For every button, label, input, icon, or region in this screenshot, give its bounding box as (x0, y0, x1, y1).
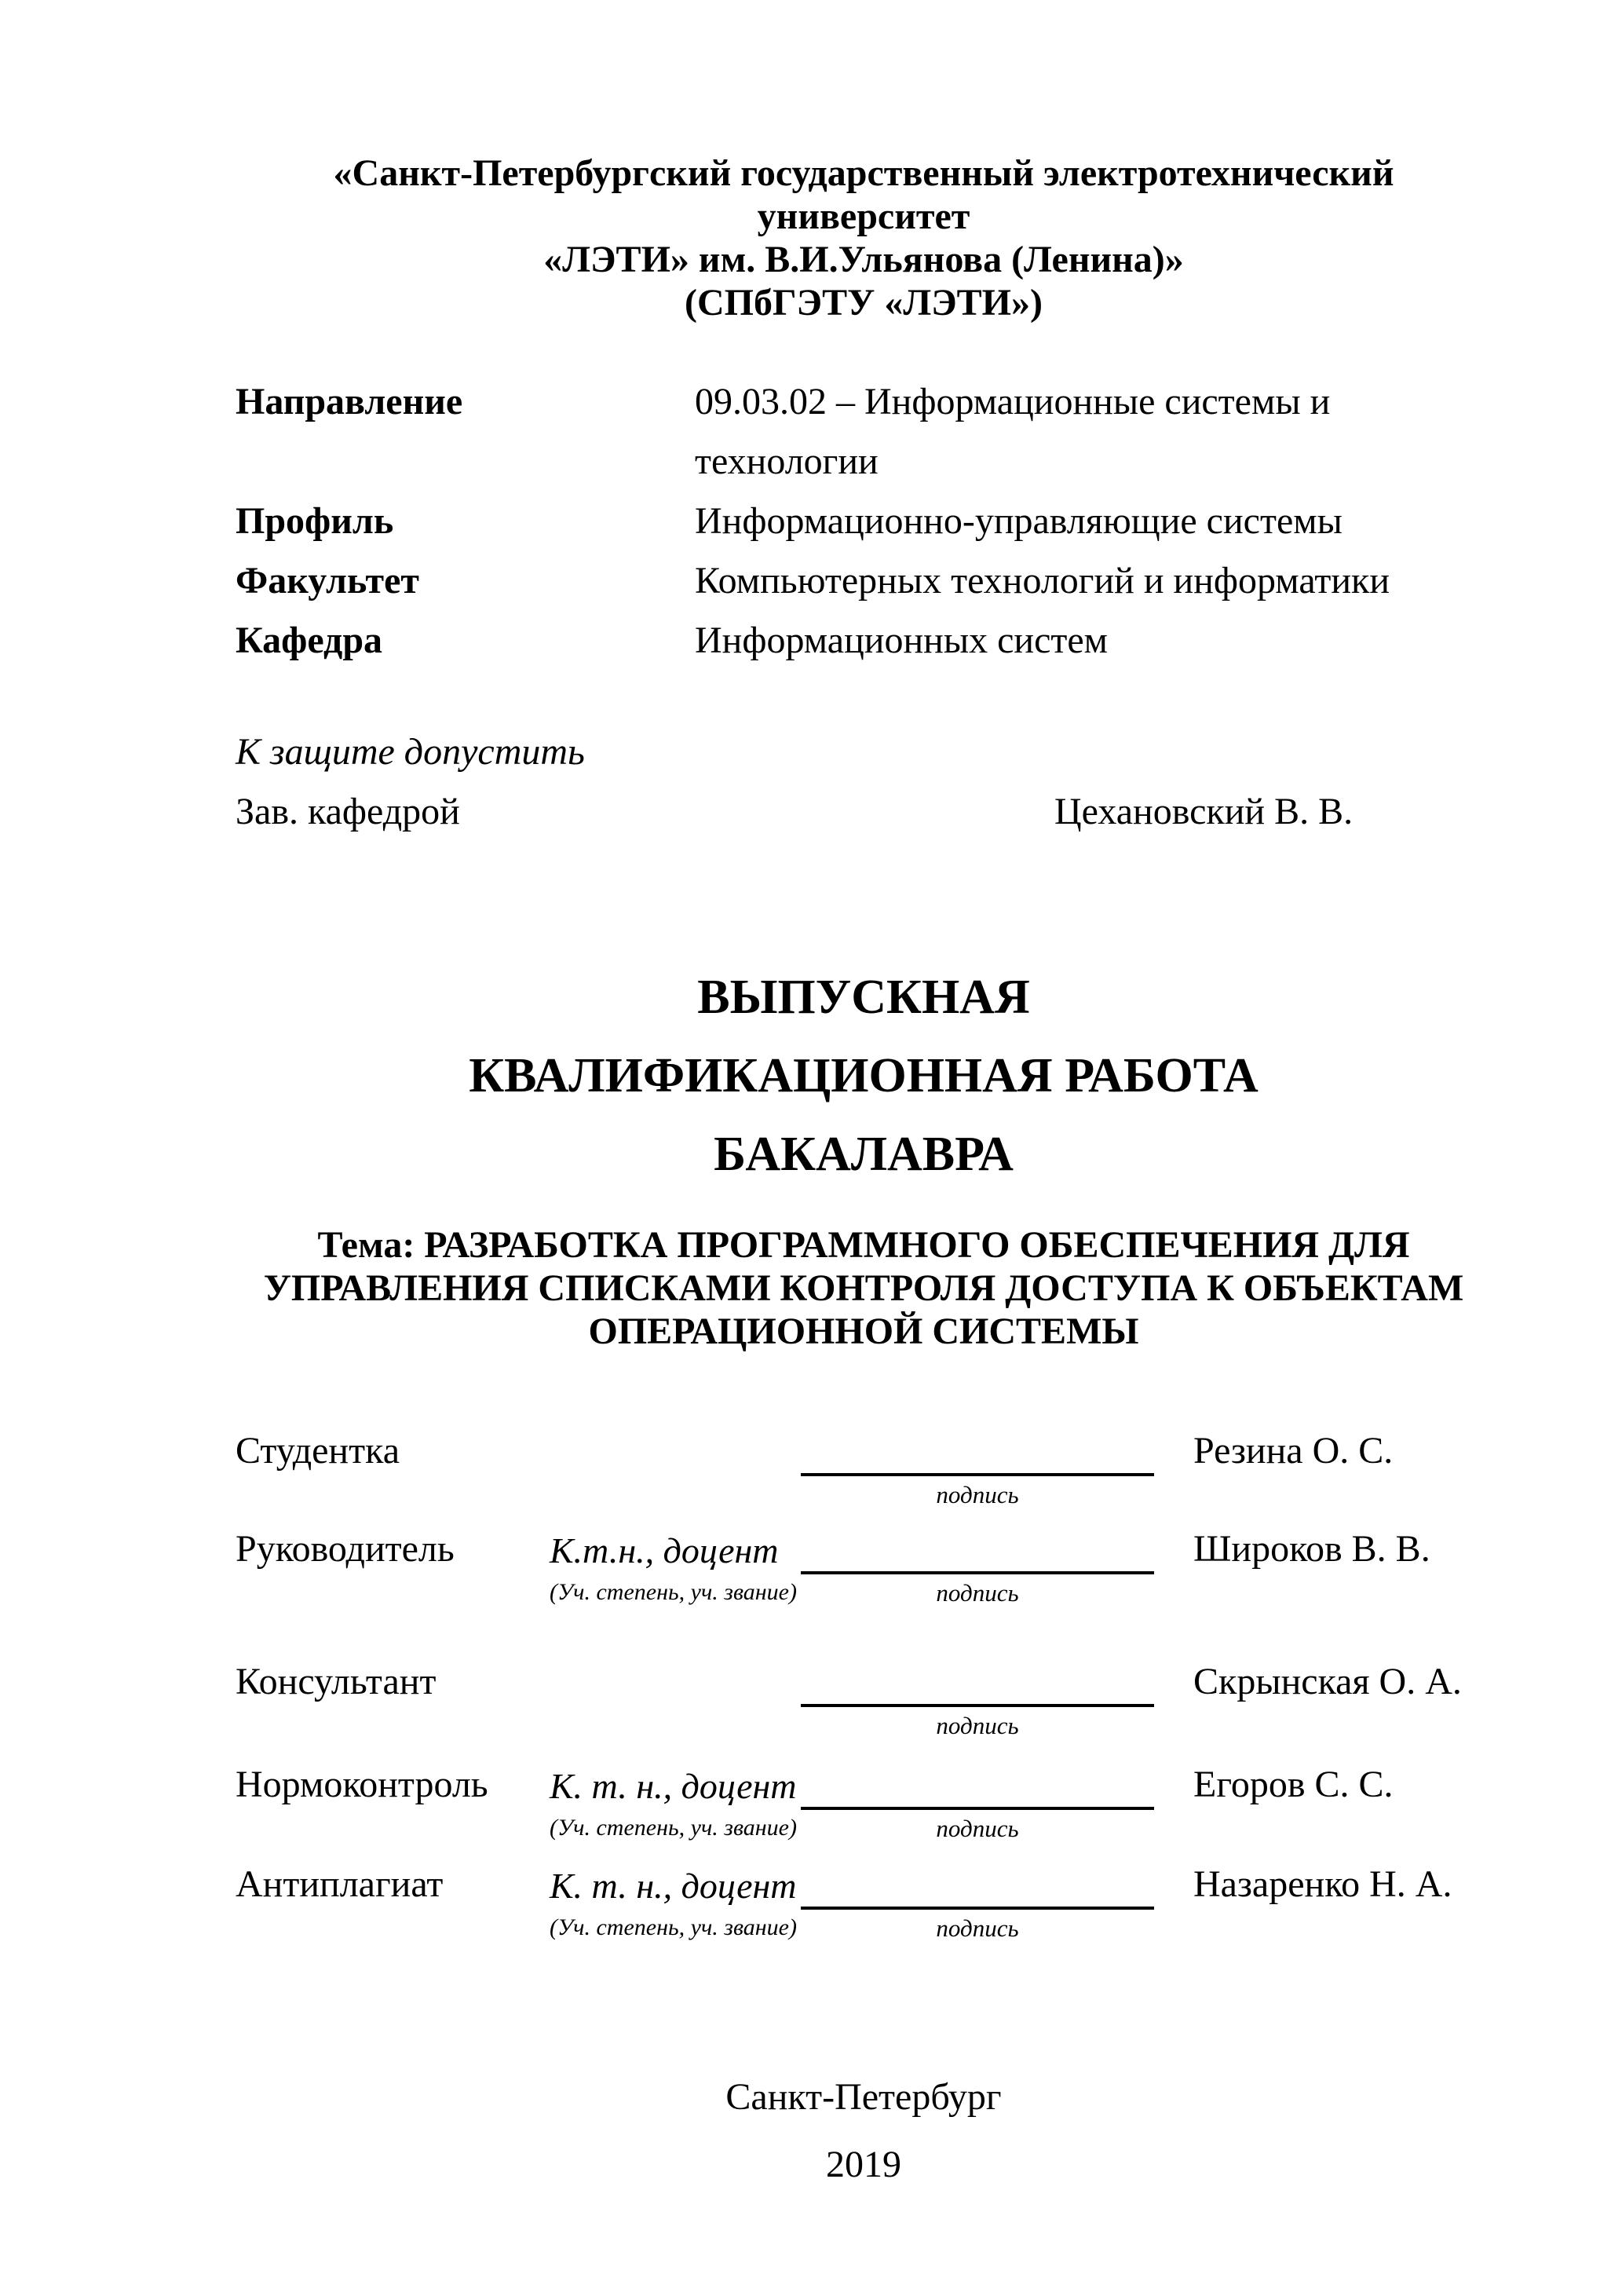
department-head-name: Цехановский В. В. (1054, 791, 1353, 832)
thesis-theme-line-2: УПРАВЛЕНИЯ СПИСКАМИ КОНТРОЛЯ ДОСТУПА К ОБЪЕКТАМ (263, 1267, 1464, 1309)
field-value-profile: Информационно-управляющие системы (695, 500, 1343, 542)
degree-label: К. т. н., доцент (550, 1866, 797, 1906)
degree-label: К. т. н., доцент (550, 1766, 797, 1806)
role-label: Консультант (236, 1661, 437, 1702)
person-name: Резина О. С. (1193, 1430, 1394, 1472)
university-name (236, 152, 1492, 324)
signature-line (801, 1907, 1154, 1910)
role-label: Антиплагиат (236, 1863, 444, 1905)
field-profile (236, 492, 1448, 551)
footer (236, 2064, 1492, 2199)
field-faculty (236, 551, 1448, 611)
university-name-line-3: (СПбГЭТУ «ЛЭТИ») (685, 282, 1043, 324)
defense-permit-note: К защите допустить (236, 731, 585, 773)
role-label: Руководитель (236, 1528, 455, 1570)
signature-row-student (236, 1431, 1492, 1526)
university-name-line-1: «Санкт-Петербургский государственный электротехнический университет (333, 152, 1394, 237)
thesis-theme (236, 1223, 1492, 1353)
person-name: Егоров С. С. (1193, 1764, 1394, 1805)
signature-line (801, 1473, 1154, 1476)
field-value-department: Информационных систем (695, 620, 1109, 661)
signature-row-norm-control (236, 1765, 1492, 1859)
degree-caption: (Уч. степень, уч. звание) (550, 1815, 797, 1841)
work-title (236, 958, 1492, 1194)
person-name: Широков В. В. (1193, 1528, 1430, 1570)
footer-year: 2019 (826, 2144, 901, 2185)
field-direction (236, 372, 1448, 492)
field-label-faculty: Факультет (236, 560, 419, 601)
field-label-profile: Профиль (236, 500, 394, 542)
signature-line (801, 1571, 1154, 1574)
field-value-direction: 09.03.02 – Информационные системы и технологии (695, 381, 1331, 482)
footer-city: Санкт-Петербург (725, 2076, 1002, 2118)
signature-row-supervisor (236, 1530, 1492, 1624)
thesis-theme-line-3: ОПЕРАЦИОННОЙ СИСТЕМЫ (588, 1311, 1139, 1352)
thesis-theme-line-1: Тема: РАЗРАБОТКА ПРОГРАММНОГО ОБЕСПЕЧЕНИЯ ДЛЯ (317, 1224, 1410, 1266)
signature-caption: подпись (936, 1815, 1019, 1842)
signature-row-antiplagiarism (236, 1865, 1492, 1959)
role-label: Студентка (236, 1430, 400, 1472)
field-department (236, 611, 1448, 671)
signature-caption: подпись (936, 1481, 1019, 1508)
signature-caption: подпись (936, 1712, 1019, 1739)
role-label: Нормоконтроль (236, 1764, 488, 1805)
signature-caption: подпись (936, 1914, 1019, 1942)
degree-caption: (Уч. степень, уч. звание) (550, 1914, 797, 1940)
field-label-department: Кафедра (236, 620, 383, 661)
university-name-line-2: «ЛЭТИ» им. В.И.Ульянова (Ленина)» (543, 239, 1184, 280)
signature-line (801, 1807, 1154, 1810)
work-title-line-2: КВАЛИФИКАЦИОННАЯ РАБОТА (469, 1049, 1259, 1102)
degree-label: К.т.н., доцент (550, 1530, 779, 1570)
field-value-faculty: Компьютерных технологий и информатики (695, 560, 1390, 601)
field-label-direction: Направление (236, 381, 463, 422)
work-title-line-3: БАКАЛАВРА (714, 1128, 1014, 1181)
person-name: Назаренко Н. А. (1193, 1863, 1452, 1905)
person-name: Скрынская О. А. (1193, 1661, 1462, 1702)
signature-line (801, 1704, 1154, 1707)
department-head-label: Зав. кафедрой (236, 791, 460, 832)
signature-row-consultant (236, 1662, 1492, 1757)
signature-caption: подпись (936, 1579, 1019, 1607)
work-title-line-1: ВЫПУСКНАЯ (697, 971, 1030, 1024)
degree-caption: (Уч. степень, уч. звание) (550, 1579, 797, 1605)
department-head-row (236, 782, 1492, 842)
